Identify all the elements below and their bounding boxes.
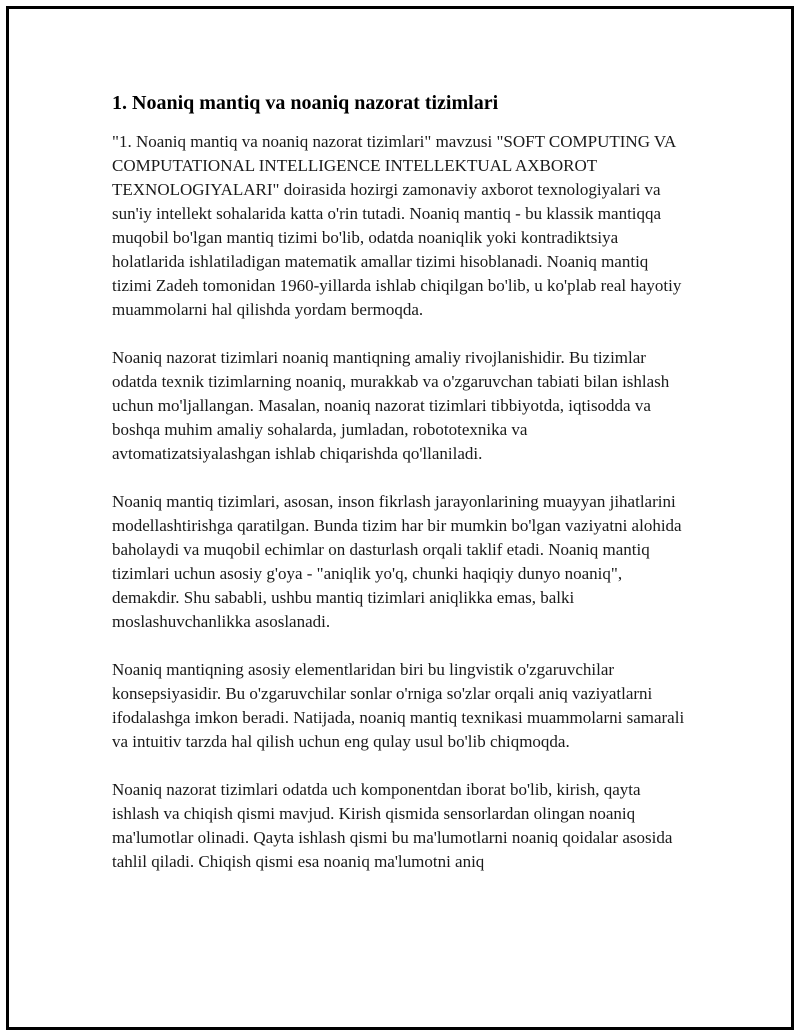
document-body	[112, 90, 687, 898]
paragraph-control-systems: Noaniq nazorat tizimlari noaniq mantiqning amaliy rivojlanishidir. Bu tizimlar odatda texnik tizimlarning noaniq, murakkab va o'zgaruvchan tabiati bilan ishlash uchun mo'ljallangan. Masalan, noaniq nazorat tizimlari tibbiyotda, iqtisodda va boshqa muhim amaliy sohalarda, jumladan, robototexnika va avtomatizatsiyalashgan ishlab chiqarishda qo'llaniladi.	[112, 348, 670, 463]
paragraph-linguistic-variables: Noaniq mantiqning asosiy elementlaridan biri bu lingvistik o'zgaruvchilar konsepsiyasidir. Bu o'zgaruvchilar sonlar o'rniga so'zlar orqali aniq vaziyatlarni ifodalashga imkon beradi. Natijada, noaniq mantiq texnikasi muammolarni samarali va intuitiv tarzda hal qilish uchun eng qulay usul bo'lib chiqmoqda.	[112, 660, 685, 751]
paragraph-intro: "1. Noaniq mantiq va noaniq nazorat tizimlari" mavzusi "SOFT COMPUTING VA COMPUTATIONAL INTELLIGENCE INTELLEKTUAL AXBOROT TEXNOLOGIYALARI" doirasida hozirgi zamonaviy axborot texnologiyalari va sun'iy intellekt sohalarida katta o'rin tutadi. Noaniq mantiq - bu klassik mantiqqa muqobil bo'lgan mantiq tizimi bo'lib, odatda noaniqlik yoki kontradiktsiya holatlarida ishlatiladigan matematik amallar tizimi hisoblanadi. Noaniq mantiq tizimi Zadeh tomonidan 1960-yillarda ishlab chiqilgan bo'lib, u ko'plab real hayotiy muammolarni hal qilishda yordam bermoqda.	[112, 132, 682, 319]
paragraph-human-reasoning: Noaniq mantiq tizimlari, asosan, inson fikrlash jarayonlarining muayyan jihatlarini modellashtirishga qaratilgan. Bunda tizim har bir mumkin bo'lgan vaziyatni alohida baholaydi va muqobil echimlar on dasturlash orqali taklif etadi. Noaniq mantiq tizimlari uchun asosiy g'oya - "aniqlik yo'q, chunki haqiqiy dunyo noaniq", demakdir. Shu sababli, ushbu mantiq tizimlari aniqlikka emas, balki moslashuvchanlikka asoslanadi.	[112, 492, 682, 631]
paragraph-components: Noaniq nazorat tizimlari odatda uch komponentdan iborat bo'lib, kirish, qayta ishlash va chiqish qismi mavjud. Kirish qismida sensorlardan olingan noaniq ma'lumotlar olinadi. Qayta ishlash qismi bu ma'lumotlarni noaniq qoidalar asosida tahlil qiladi. Chiqish qismi esa noaniq ma'lumotni aniq	[112, 780, 673, 871]
document-title: 1. Noaniq mantiq va noaniq nazorat tizimlari	[112, 92, 499, 114]
